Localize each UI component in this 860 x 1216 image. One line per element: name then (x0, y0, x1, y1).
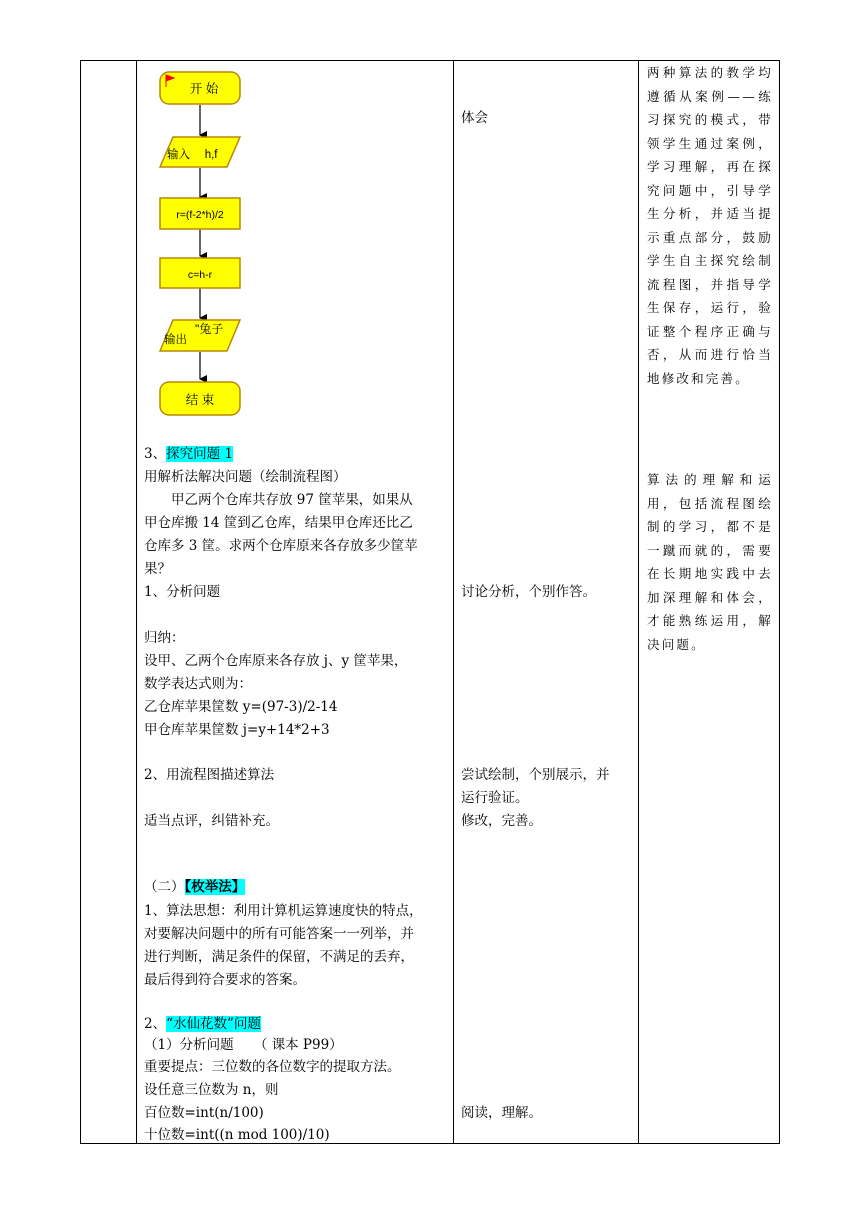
narcissus-line: 重要提点：三位数的各位数字的提取方法。 (144, 1059, 401, 1075)
part2-prefix: （二） (144, 879, 185, 895)
problem-line: 甲仓库搬 14 筐到乙仓库，结果甲仓库还比乙 (144, 515, 413, 531)
method-line: 用解析法解决问题（绘制流程图） (144, 469, 347, 485)
summary-line: 甲仓库苹果筐数 j=y+14*2+3 (144, 722, 330, 738)
output-prefix: 输出 (164, 334, 187, 346)
process-c-label: c=h-r (187, 269, 213, 281)
activity-draw-cont: 运行验证。 (461, 790, 529, 806)
problem-line: 甲乙两个仓库共存放 97 筐苹果，如果从 (144, 492, 413, 508)
summary-label: 归纳： (144, 630, 185, 646)
flowchart-process-r (160, 198, 240, 229)
start-label: 开 始 (189, 82, 219, 96)
idea-line: 进行判断，满足条件的保留，不满足的丢弃， (144, 949, 414, 965)
summary-line: 乙仓库苹果筐数 y=(97-3)/2-14 (144, 699, 338, 715)
analyze-step: 1、分析问题 (144, 584, 221, 600)
idea-line: 对要解决问题中的所有可能答案一一列举，并 (144, 926, 414, 942)
narcissus-title: “水仙花数”问题 (166, 1016, 261, 1032)
input-label: 输入 h,f (167, 149, 218, 161)
narcissus-line: 百位数=int(n/100) (144, 1105, 264, 1121)
student-activity-cell (454, 61, 638, 1143)
activity-draw: 尝试绘制，个别展示，并 (461, 767, 610, 783)
flowchart-input (160, 137, 240, 167)
narcissus-line: 十位数=int((n mod 100)/10) (144, 1127, 330, 1143)
describe-step: 2、用流程图描述算法 (144, 767, 275, 783)
narcissus-line: 设任意三位数为 n，则 (144, 1082, 279, 1098)
activity-experience: 体会 (461, 110, 488, 126)
part2-title: 【枚举法】 (184, 879, 246, 895)
narcissus-sub: （1）分析问题 （ 课本 P99） (144, 1037, 343, 1053)
summary-line: 设甲、乙两个仓库原来各存放 j、y 筐苹果， (144, 653, 408, 669)
activity-discuss: 讨论分析，个别作答。 (461, 584, 596, 600)
teaching-content-cell (137, 61, 453, 1143)
review-line: 适当点评，纠错补充。 (144, 813, 279, 829)
section3-number: 3、 (144, 446, 167, 462)
flowchart (137, 61, 453, 431)
activity-revise: 修改，完善。 (461, 813, 542, 829)
output-value: "兔子 (195, 322, 224, 336)
section3-title: 探究问题 1 (166, 446, 233, 462)
narcissus-number: 2、 (144, 1016, 167, 1032)
flowchart-process-c (160, 258, 240, 288)
activity-read: 阅读，理解。 (461, 1105, 542, 1121)
idea-line: 最后得到符合要求的答案。 (144, 972, 306, 988)
flowchart-start (160, 72, 240, 104)
design-intent-cell (639, 61, 779, 1143)
flowchart-end (160, 382, 240, 415)
problem-line: 果？ (144, 561, 171, 577)
problem-line: 仓库多 3 筐。求两个仓库原来各存放多少筐苹 (144, 538, 418, 554)
summary-line: 数学表达式则为： (144, 676, 252, 692)
lesson-table (80, 60, 780, 1144)
narcissus-heading (144, 1014, 261, 1034)
section3-heading (144, 444, 233, 464)
design-note-2: 算法的理解和运用，包括流程图绘制的学习，都不是一蹴而就的，需要在长期地实践中去加深理解和体会，才能熟练运用，解决问题。 (647, 472, 773, 652)
part2-heading (144, 877, 245, 897)
idea-line: 1、算法思想：利用计算机运算速度快的特点， (144, 903, 423, 919)
flowchart-output (160, 320, 240, 351)
design-note-1: 两种算法的教学均遵循从案例——练习探究的模式，带领学生通过案例，学习理解，再在探究问题中，引导学生分析，并适当提示重点部分，鼓励学生自主探究绘制流程图，并指导学生保存，运行，验证整个程序正确与否，从而进行恰当地修改和完善。 (647, 65, 773, 386)
end-label: 结 束 (185, 393, 215, 407)
process-r-label: r=(f-2*h)/2 (176, 209, 224, 221)
